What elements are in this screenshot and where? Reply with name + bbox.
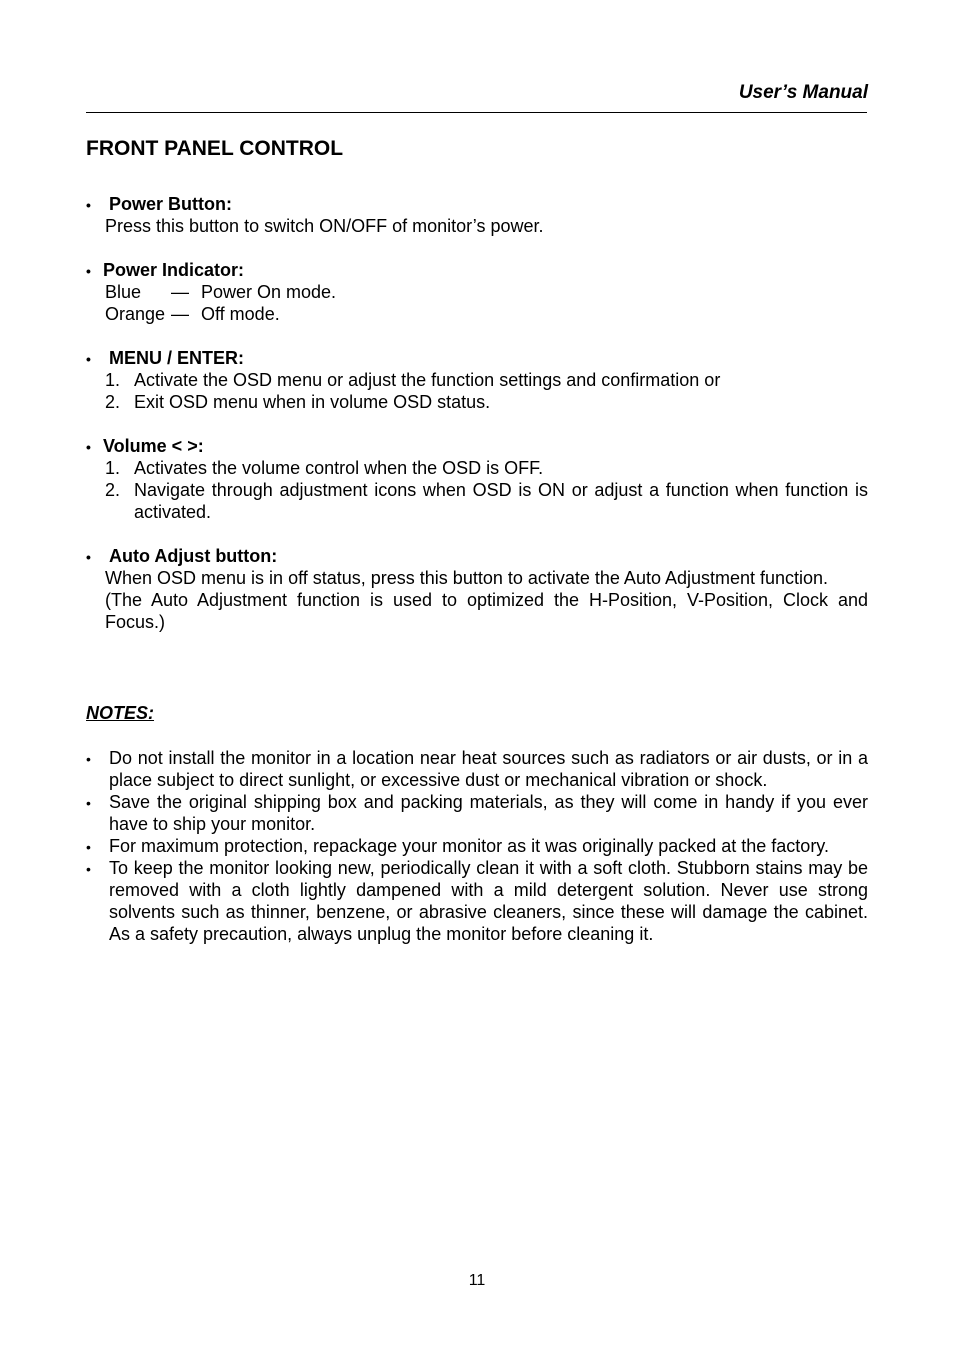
indicator-row-blue xyxy=(105,281,868,303)
bullet-icon: • xyxy=(86,439,91,455)
section-heading: Power Button: xyxy=(109,194,232,214)
note-text: Do not install the monitor in a location near heat sources such as radiators or air dusts, or in a place subject to direct sunlight, or excessive dust or mechanical vibration or shock. xyxy=(109,748,868,790)
bullet-icon: • xyxy=(86,197,91,213)
item-number: 1. xyxy=(105,370,121,390)
header-rule xyxy=(86,112,867,113)
note-item xyxy=(86,857,868,945)
notes-title: NOTES: xyxy=(86,703,155,723)
section-text: Press this button to switch ON/OFF of monitor’s power. xyxy=(105,216,544,236)
section-menu-enter xyxy=(86,347,868,413)
section-text: (The Auto Adjustment function is used to optimized the H-Position, V-Position, Clock and Focus.) xyxy=(105,590,868,632)
bullet-icon: • xyxy=(86,861,91,877)
item-number: 2. xyxy=(105,480,121,500)
section-text: When OSD menu is in off status, press this button to activate the Auto Adjustment function. xyxy=(105,568,829,588)
item-text: Activates the volume control when the OSD is OFF. xyxy=(134,458,544,478)
bullet-icon: • xyxy=(86,839,91,855)
indicator-mode: Off mode. xyxy=(201,304,280,324)
bullet-icon: • xyxy=(86,549,91,565)
section-heading: Power Indicator: xyxy=(103,260,245,280)
indicator-color: Orange xyxy=(105,304,166,324)
section-heading: Volume < >: xyxy=(103,436,204,456)
bullet-icon: • xyxy=(86,263,91,279)
header-title: User’s Manual xyxy=(738,82,868,103)
note-text: Save the original shipping box and packing materials, as they will come in handy if you ever have to ship your monitor. xyxy=(109,792,868,834)
item-text: Exit OSD menu when in volume OSD status. xyxy=(134,392,491,412)
list-item xyxy=(105,479,868,523)
notes-list xyxy=(86,747,868,945)
section-heading: Auto Adjust button: xyxy=(109,546,278,566)
item-text: Navigate through adjustment icons when OSD is ON or adjust a function when function is activated. xyxy=(134,480,868,522)
bullet-icon: • xyxy=(86,351,91,367)
section-volume xyxy=(86,435,868,523)
indicator-row-orange xyxy=(105,303,868,325)
indicator-dash: — xyxy=(171,282,189,302)
section-heading: MENU / ENTER: xyxy=(109,348,244,368)
page-number: 11 xyxy=(468,1272,486,1289)
item-text: Activate the OSD menu or adjust the function settings and confirmation or xyxy=(134,370,721,390)
list-item xyxy=(105,391,868,413)
note-item xyxy=(86,835,868,857)
note-text: To keep the monitor looking new, periodically clean it with a soft cloth. Stubborn stains may be removed with a cloth lightly dampened with a mild detergent solution. Never use strong solvents such as thinner, benzene, or abrasive cleaners, since these will damage the cabinet. As a safety precaution, always unplug the monitor before cleaning it. xyxy=(109,858,868,944)
item-number: 2. xyxy=(105,392,121,412)
front-panel-content xyxy=(86,193,868,655)
section-power-button xyxy=(86,193,868,237)
note-item xyxy=(86,791,868,835)
item-number: 1. xyxy=(105,458,121,478)
indicator-color: Blue xyxy=(105,282,142,302)
numbered-list xyxy=(105,457,868,523)
page-title: FRONT PANEL CONTROL xyxy=(86,137,344,160)
bullet-icon: • xyxy=(86,795,91,811)
list-item xyxy=(105,457,868,479)
section-power-indicator xyxy=(86,259,868,325)
numbered-list xyxy=(105,369,868,413)
list-item xyxy=(105,369,868,391)
note-text: For maximum protection, repackage your monitor as it was originally packed at the factory. xyxy=(109,836,829,856)
indicator-mode: Power On mode. xyxy=(201,282,337,302)
note-item xyxy=(86,747,868,791)
section-auto-adjust xyxy=(86,545,868,633)
bullet-icon: • xyxy=(86,751,91,767)
indicator-dash: — xyxy=(171,304,189,324)
